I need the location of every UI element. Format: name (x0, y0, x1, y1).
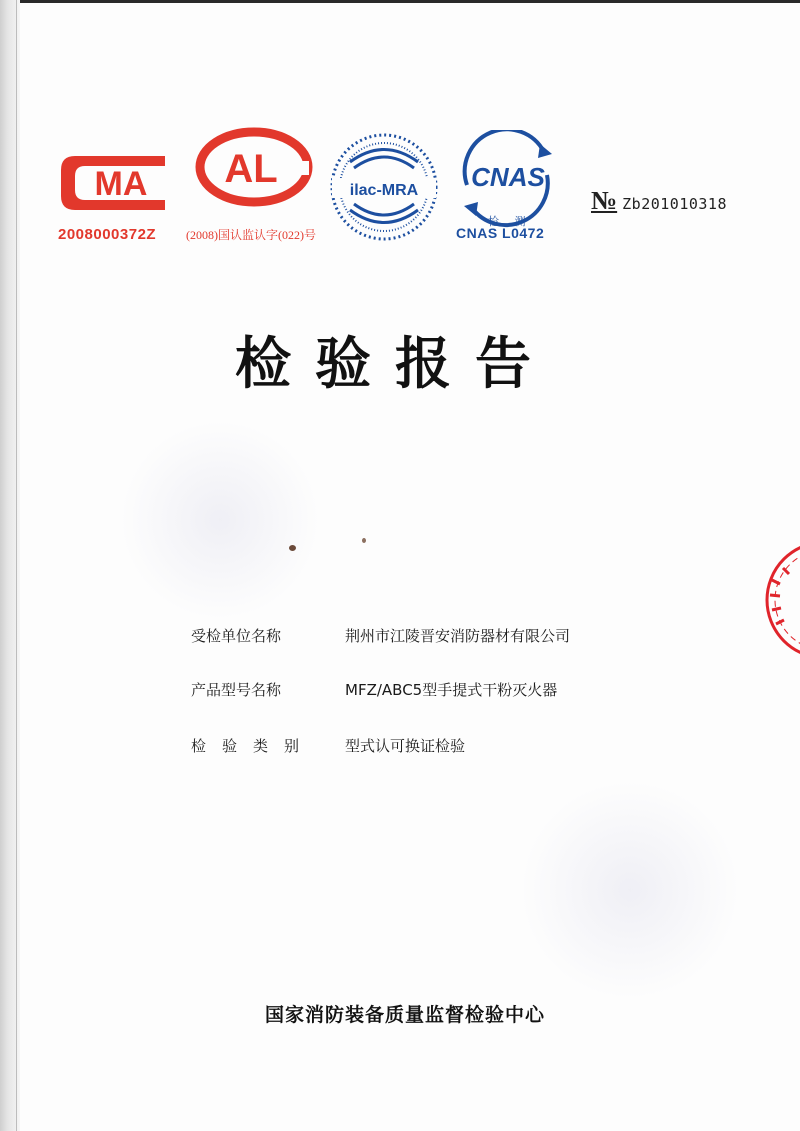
top-border (0, 0, 800, 3)
cal-logo-icon (195, 127, 313, 207)
scan-edge-shadow (0, 0, 20, 1131)
field-value: 型式认可换证检验 (345, 737, 466, 755)
cnas-label-zh: 检 测 (488, 215, 532, 228)
cnas-number: CNAS L0472 (456, 225, 545, 241)
field-value: MFZ/ABC5型手提式干粉灭火器 (345, 681, 558, 699)
ilac-mra-logo-icon (328, 132, 440, 242)
report-number (591, 186, 727, 216)
scan-edge-line (16, 0, 17, 1131)
cal-logo-text: AL (224, 147, 278, 191)
report-number-value: Zb201010318 (622, 195, 727, 213)
field-row-inspection-type (0, 735, 800, 759)
field-row-inspected-unit (0, 625, 800, 649)
cma-number: 2008000372Z (58, 226, 157, 243)
scan-speck (289, 545, 296, 551)
field-label: 检验类别 (191, 737, 316, 755)
scan-speck (362, 538, 366, 543)
cma-logo-text: MA (94, 165, 148, 203)
scan-blotch (520, 780, 740, 1000)
cma-logo-icon (55, 148, 180, 218)
page-title: 检验报告 (235, 332, 555, 397)
field-value: 荆州市江陵晋安消防器材有限公司 (345, 627, 571, 645)
ilac-logo-text: ilac-MRA (349, 182, 419, 199)
field-row-product-model (0, 679, 800, 703)
cnas-logo-text: CNAS (471, 162, 545, 192)
cal-number: (2008)国认监认字(022)号 (186, 228, 316, 242)
scan-blotch (120, 420, 320, 620)
report-number-symbol: № (591, 186, 618, 215)
issuing-organization: 国家消防装备质量监督检验中心 (265, 1004, 546, 1026)
field-label: 产品型号名称 (191, 681, 282, 699)
field-label: 受检单位名称 (191, 627, 282, 645)
